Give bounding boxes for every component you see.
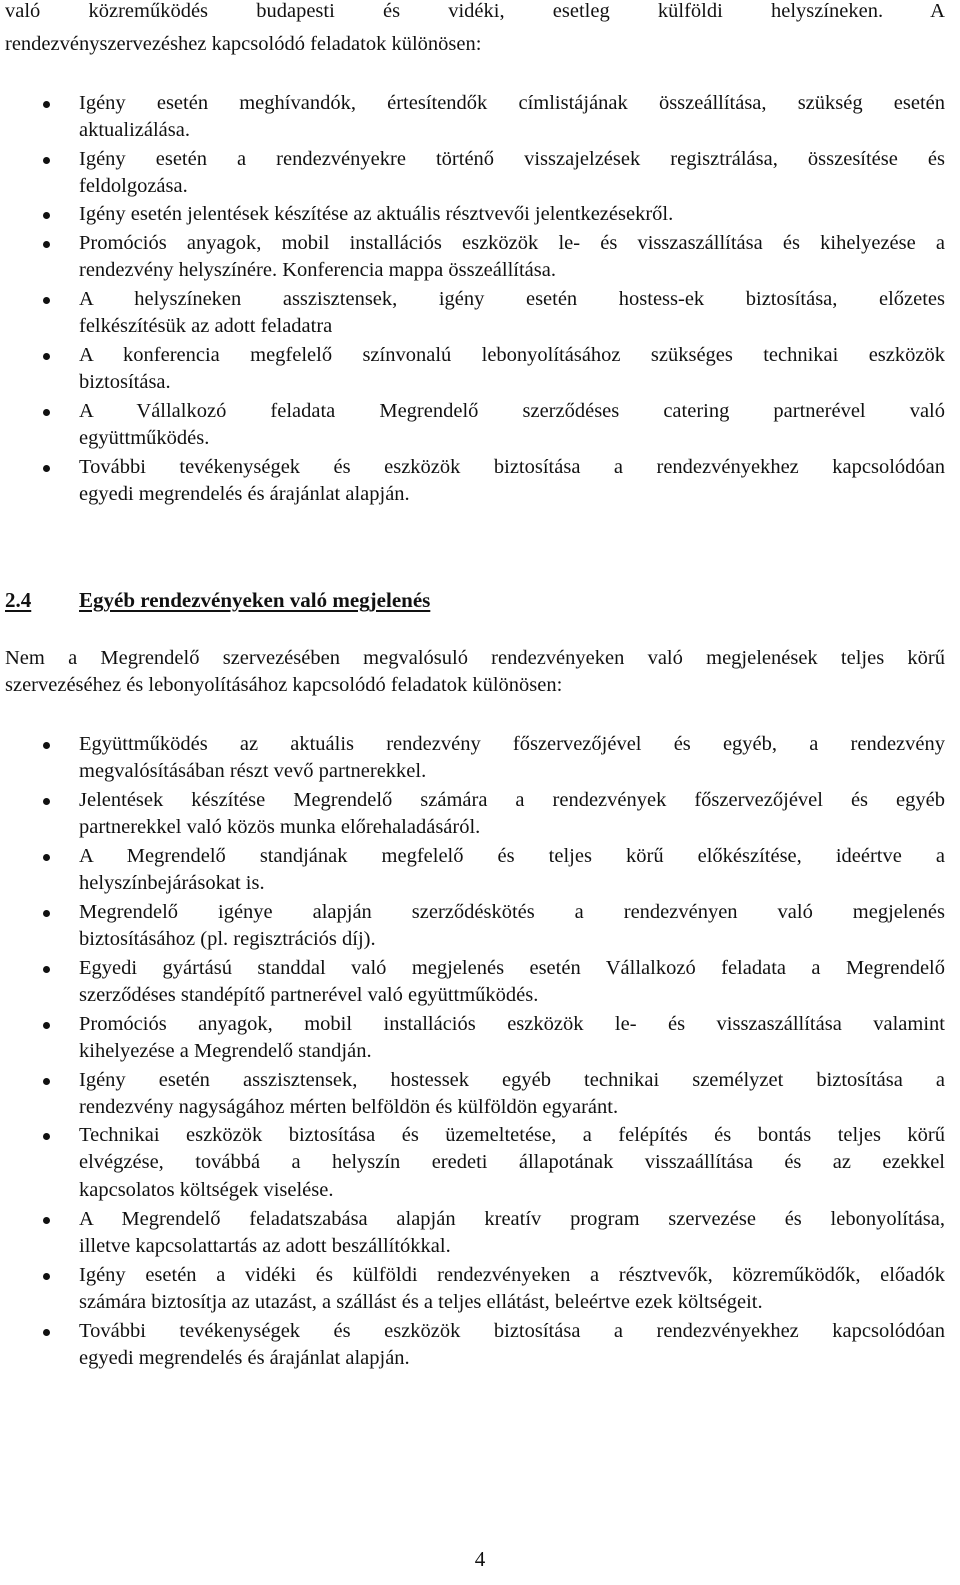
intro-line-2: rendezvényszervezéshez kapcsolódó feladatok különösen: xyxy=(5,33,482,55)
bullet-icon xyxy=(43,297,50,304)
bullet-icon xyxy=(43,212,50,219)
list-item-line: felkészítésük az adott feladatra xyxy=(79,315,333,337)
list-item-line: A konferencia megfelelő színvonalú lebonyolításához szükséges technikai eszközök xyxy=(79,344,945,366)
list-item-line: rendezvény helyszínére. Konferencia mappa összeállítása. xyxy=(79,259,556,281)
bullet-icon xyxy=(43,1022,50,1029)
bullet-icon xyxy=(43,854,50,861)
bullet-icon xyxy=(43,1133,50,1140)
list-item-line: helyszínbejárásokat is. xyxy=(79,872,265,894)
list-item-line: További tevékenységek és eszközök biztosítása a rendezvényekhez kapcsolódóan xyxy=(79,456,945,478)
list-item-line: Promóciós anyagok, mobil installációs eszközök le- és visszaszállítása valamint xyxy=(79,1013,945,1035)
bullet-icon xyxy=(43,157,50,164)
section-number: 2.4 xyxy=(5,588,32,612)
list-item-line: Promóciós anyagok, mobil installációs eszközök le- és visszaszállítása és kihelyezése a xyxy=(79,232,945,254)
list-item-line: feldolgozása. xyxy=(79,175,188,197)
bullet-icon xyxy=(43,966,50,973)
list-item-line: együttműködés. xyxy=(79,427,210,449)
list-item-line: szerződéses standépítő partnerével való együttműködés. xyxy=(79,984,539,1006)
bullet-icon xyxy=(43,1217,50,1224)
bullet-icon xyxy=(43,409,50,416)
list-item-line: rendezvény nagyságához mérten belföldön és külföldön egyaránt. xyxy=(79,1096,619,1118)
list-item-line: A helyszíneken asszisztensek, igény esetén hostess-ek biztosítása, előzetes xyxy=(79,288,945,310)
section-title: Egyéb rendezvényeken való megjelenés xyxy=(79,588,431,612)
section-heading xyxy=(5,585,430,615)
bullet-icon xyxy=(43,101,50,108)
paragraph-line-1: Nem a Megrendelő szervezésében megvalósuló rendezvényeken való megjelenések teljes körű xyxy=(5,647,945,669)
list-item-line: További tevékenységek és eszközök biztosítása a rendezvényekhez kapcsolódóan xyxy=(79,1320,945,1342)
list-item-line: partnerekkel való közös munka előrehaladásáról. xyxy=(79,816,481,838)
paragraph-line-2: szervezéséhez és lebonyolításához kapcsolódó feladatok különösen: xyxy=(5,674,563,696)
list-item-line: biztosításához (pl. regisztrációs díj). xyxy=(79,928,376,950)
list-item-line: számára biztosítja az utazást, a szállást és a teljes ellátást, beleértve ezek költségeit. xyxy=(79,1291,763,1313)
bullet-icon xyxy=(43,241,50,248)
list-item-line: elvégzése, továbbá a helyszín eredeti állapotának visszaállítása és az ezekkel xyxy=(79,1151,945,1173)
bullet-icon xyxy=(43,465,50,472)
bullet-icon xyxy=(43,1329,50,1336)
list-item-line: Igény esetén jelentések készítése az aktuális résztvevői jelentkezésekről. xyxy=(79,203,674,225)
bullet-icon xyxy=(43,1078,50,1085)
list-item-line: Jelentések készítése Megrendelő számára a rendezvények főszervezőjével és egyéb xyxy=(79,789,945,811)
list-item-line: Megrendelő igénye alapján szerződéskötés a rendezvényen való megjelenés xyxy=(79,901,945,923)
list-item-line: A Megrendelő feladatszabása alapján kreatív program szervezése és lebonyolítása, xyxy=(79,1208,945,1230)
list-item-line: Igény esetén a vidéki és külföldi rendezvényeken a résztvevők, közreműködők, előadók xyxy=(79,1264,945,1286)
list-item-line: A Megrendelő standjának megfelelő és teljes körű előkészítése, ideértve a xyxy=(79,845,945,867)
page-number: 4 xyxy=(474,1547,486,1571)
list-item-line: aktualizálása. xyxy=(79,119,190,141)
list-item-line: kihelyezése a Megrendelő standján. xyxy=(79,1040,372,1062)
list-item-line: Igény esetén a rendezvényekre történő visszajelzések regisztrálása, összesítése és xyxy=(79,148,945,170)
list-item-line: Egyedi gyártású standdal való megjelenés esetén Vállalkozó feladata a Megrendelő xyxy=(79,957,945,979)
list-item-line: Technikai eszközök biztosítása és üzemeltetése, a felépítés és bontás teljes körű xyxy=(79,1124,945,1146)
list-item-line: Igény esetén asszisztensek, hostessek egyéb technikai személyzet biztosítása a xyxy=(79,1069,945,1091)
list-item-line: egyedi megrendelés és árajánlat alapján. xyxy=(79,483,410,505)
list-item-line: megvalósításában részt vevő partnerekkel. xyxy=(79,760,427,782)
bullet-icon xyxy=(43,798,50,805)
bullet-icon xyxy=(43,353,50,360)
list-item-line: Együttműködés az aktuális rendezvény főszervezőjével és egyéb, a rendezvény xyxy=(79,733,945,755)
list-item-line: biztosítása. xyxy=(79,371,171,393)
bullet-icon xyxy=(43,910,50,917)
list-item-line: Igény esetén meghívandók, értesítendők címlistájának összeállítása, szükség esetén xyxy=(79,92,945,114)
list-item-line: A Vállalkozó feladata Megrendelő szerződéses catering partnerével való xyxy=(79,400,945,422)
intro-line-1: való közreműködés budapesti és vidéki, esetleg külföldi helyszíneken. A xyxy=(5,0,945,22)
list-item-line: illetve kapcsolattartás az adott beszállítókkal. xyxy=(79,1235,451,1257)
bullet-icon xyxy=(43,1273,50,1280)
bullet-icon xyxy=(43,742,50,749)
list-item-line: kapcsolatos költségek viselése. xyxy=(79,1179,334,1201)
list-item-line: egyedi megrendelés és árajánlat alapján. xyxy=(79,1347,410,1369)
